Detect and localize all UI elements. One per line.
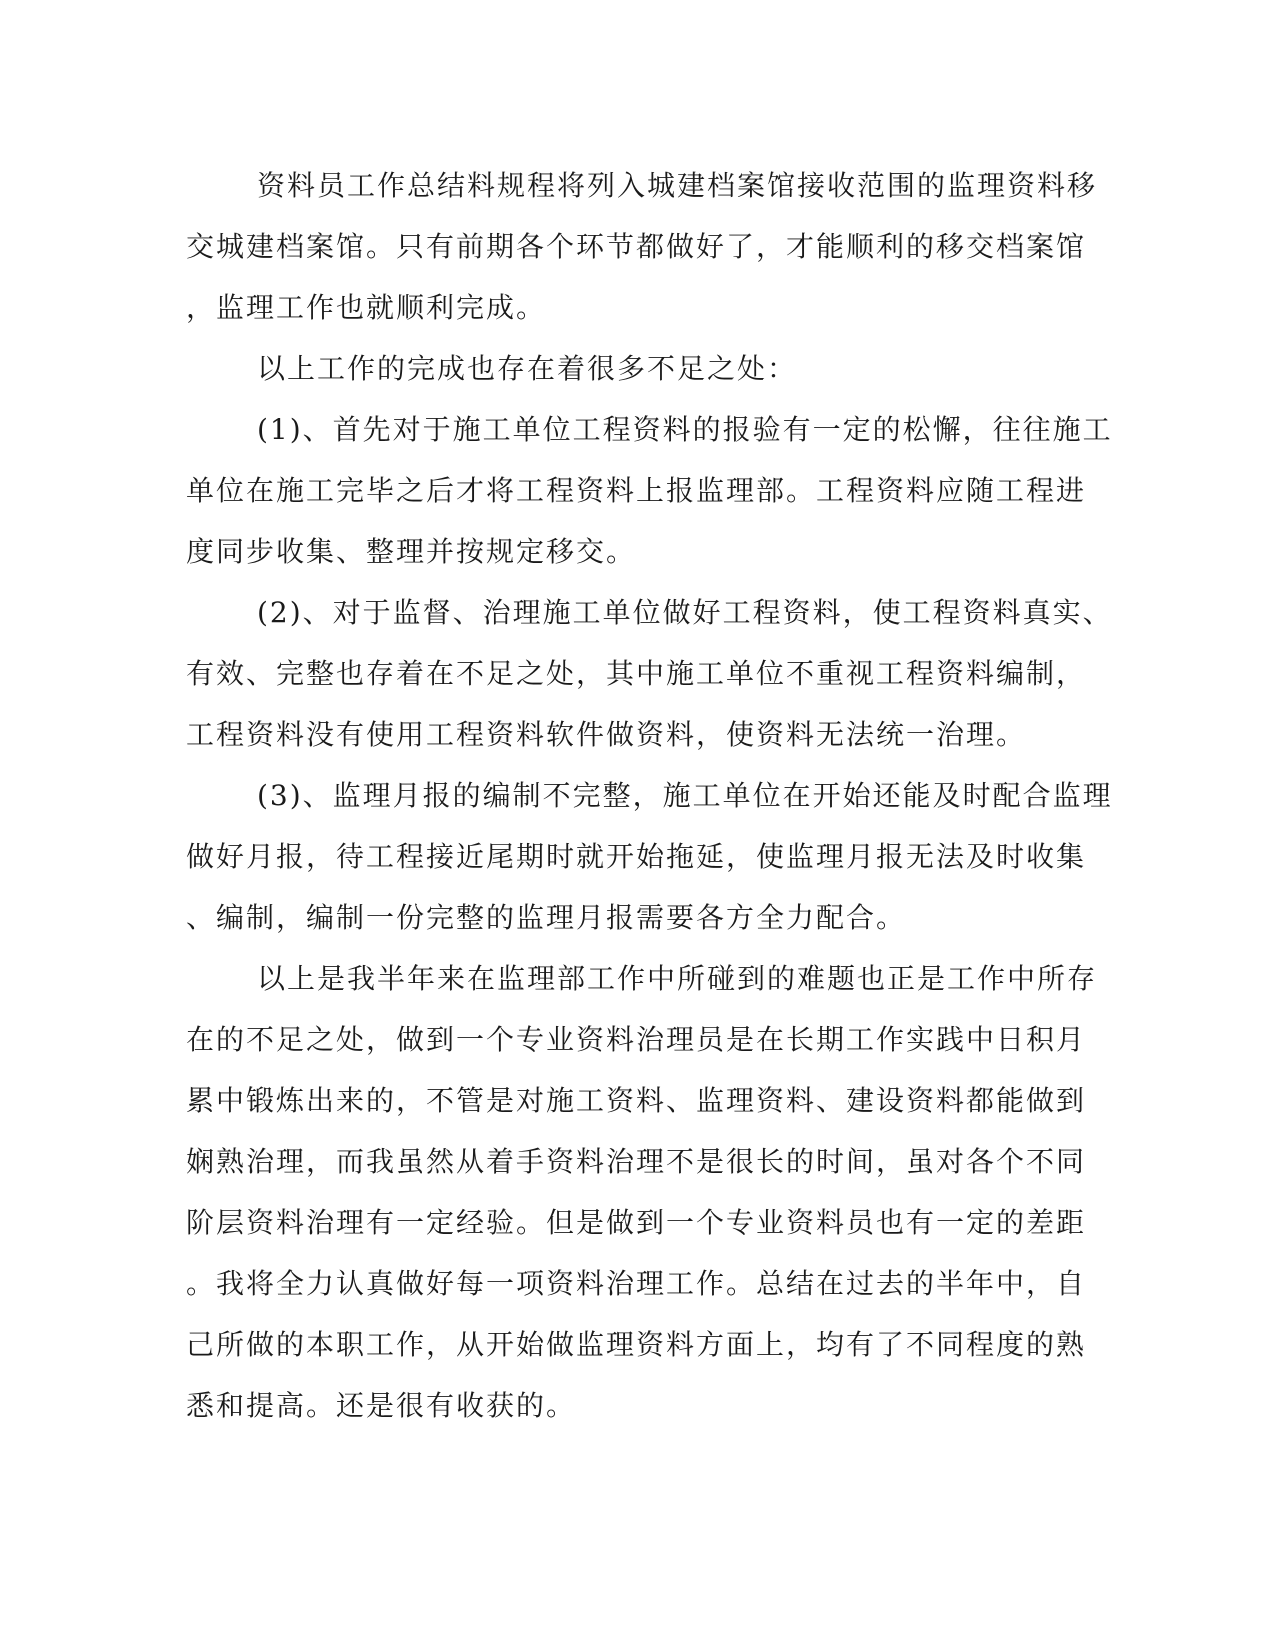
text-line: (3)、监理月报的编制不完整，施工单位在开始还能及时配合监理 (257, 779, 1113, 812)
paragraph-2 (186, 338, 1086, 399)
paragraph-6 (186, 948, 1098, 1436)
text-line: 以上是我半年来在监理部工作中所碰到的难题也正是工作中所存 (257, 962, 1098, 995)
text-line: 资料员工作总结料规程将列入城建档案馆接收范围的监理资料移 (257, 169, 1098, 202)
text-line: 以上工作的完成也存在着很多不足之处： (257, 352, 798, 385)
text-line: 、编制，编制一份完整的监理月报需要各方全力配合。 (186, 901, 907, 934)
text-line: (2)、对于监督、治理施工单位做好工程资料，使工程资料真实、 (257, 596, 1113, 629)
text-line: ，监理工作也就顺利完成。 (186, 291, 547, 324)
paragraph-4 (186, 582, 1113, 765)
paragraph-5 (186, 765, 1113, 948)
text-line: 度同步收集、整理并按规定移交。 (186, 535, 637, 568)
text-line: 交城建档案馆。只有前期各个环节都做好了，才能顺利的移交档案馆 (186, 230, 1087, 263)
text-line: 做好月报，待工程接近尾期时就开始拖延，使监理月报无法及时收集 (186, 840, 1087, 873)
paragraph-3 (186, 399, 1113, 582)
text-line: (1)、首先对于施工单位工程资料的报验有一定的松懈，往往施工 (257, 413, 1113, 446)
text-line: 。我将全力认真做好每一项资料治理工作。总结在过去的半年中，自 (186, 1267, 1087, 1300)
text-line: 己所做的本职工作，从开始做监理资料方面上，均有了不同程度的熟 (186, 1328, 1087, 1361)
text-line: 阶层资料治理有一定经验。但是做到一个专业资料员也有一定的差距 (186, 1206, 1087, 1239)
text-line: 娴熟治理，而我虽然从着手资料治理不是很长的时间，虽对各个不同 (186, 1145, 1087, 1178)
text-line: 累中锻炼出来的，不管是对施工资料、监理资料、建设资料都能做到 (186, 1084, 1087, 1117)
text-line: 工程资料没有使用工程资料软件做资料，使资料无法统一治理。 (186, 718, 1027, 751)
document-body (186, 155, 1113, 1436)
text-line: 悉和提高。还是很有收获的。 (186, 1389, 577, 1422)
paragraph-1 (186, 155, 1098, 338)
text-line: 在的不足之处，做到一个专业资料治理员是在长期工作实践中日积月 (186, 1023, 1087, 1056)
text-line: 有效、完整也存着在不足之处，其中施工单位不重视工程资料编制， (186, 657, 1087, 690)
text-line: 单位在施工完毕之后才将工程资料上报监理部。工程资料应随工程进 (186, 474, 1087, 507)
